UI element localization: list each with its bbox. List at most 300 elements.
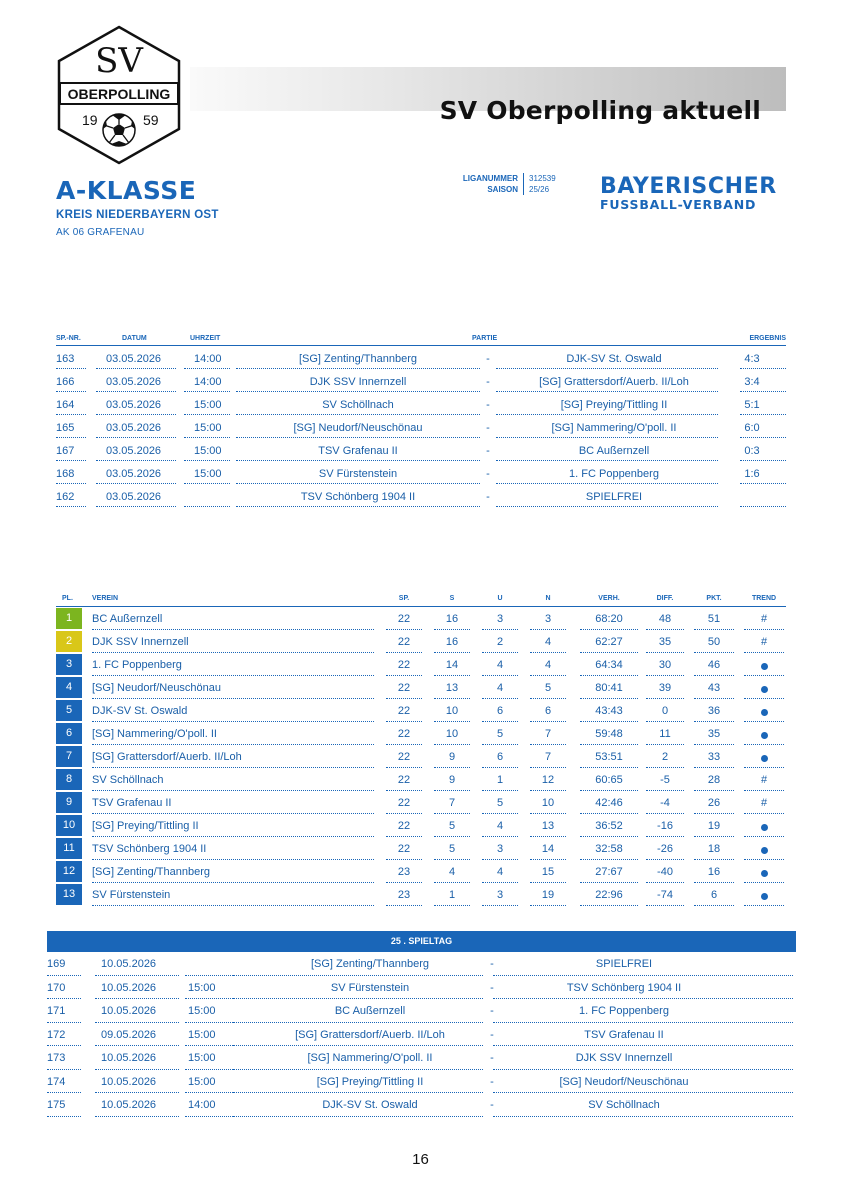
- points: 26: [707, 797, 721, 809]
- games-played: 22: [397, 751, 411, 763]
- liga-value: 312539: [523, 173, 556, 184]
- match-date: 03.05.2026: [106, 445, 162, 457]
- goal-diff: 35: [658, 636, 672, 648]
- goal-diff: 2: [661, 751, 669, 763]
- fixture-row: [47, 1023, 796, 1047]
- trend-dot-icon-shape: [761, 663, 768, 670]
- match-number: 165: [56, 422, 75, 434]
- draws: 3: [496, 843, 504, 855]
- team-name: SV Schöllnach: [92, 774, 164, 786]
- matchday-title: 25 . SPIELTAG: [47, 931, 796, 952]
- page-title: SV Oberpolling aktuell: [439, 96, 761, 125]
- position-badge: 2: [56, 631, 82, 652]
- row-rule: [92, 905, 374, 906]
- match-separator: -: [486, 353, 490, 365]
- match-number: 169: [47, 958, 66, 970]
- standings-row: [56, 791, 786, 814]
- team-name: [SG] Grattersdorf/Auerb. II/Loh: [92, 751, 242, 763]
- goal-diff: -4: [660, 797, 670, 809]
- home-team: TSV Schönberg 1904 II: [300, 491, 416, 503]
- team-name: BC Außernzell: [92, 613, 163, 625]
- fixture-row: [47, 952, 796, 976]
- away-team: DJK SSV Innernzell: [575, 1052, 673, 1064]
- points: 19: [707, 820, 721, 832]
- position-badge: 12: [56, 861, 82, 882]
- away-team: SPIELFREI: [585, 491, 643, 503]
- points: 6: [710, 889, 718, 901]
- games-played: 22: [397, 728, 411, 740]
- draws: 3: [496, 613, 504, 625]
- header-u: U: [497, 595, 503, 602]
- trend-dot-icon: [744, 753, 784, 765]
- goal-diff: -40: [657, 866, 673, 878]
- home-team: [SG] Nammering/O'poll. II: [307, 1052, 433, 1064]
- header-nr: SP.-NR.: [56, 335, 81, 342]
- goal-ratio: 53:51: [595, 751, 623, 763]
- match-number: 171: [47, 1005, 66, 1017]
- goal-ratio: 62:27: [595, 636, 623, 648]
- trend-dot-icon: [744, 868, 784, 880]
- away-team: DJK-SV St. Oswald: [566, 353, 662, 365]
- standings-row: [56, 768, 786, 791]
- match-date: 03.05.2026: [106, 353, 162, 365]
- team-name: SV Fürstenstein: [92, 889, 171, 901]
- wins: 14: [445, 659, 459, 671]
- row-rule: [236, 506, 480, 507]
- wins: 10: [445, 705, 459, 717]
- team-name: DJK-SV St. Oswald: [92, 705, 188, 717]
- draws: 4: [496, 820, 504, 832]
- match-separator: -: [490, 1028, 494, 1041]
- header-diff: DIFF.: [656, 595, 674, 602]
- goal-diff: 0: [661, 705, 669, 717]
- results-row: [56, 392, 786, 415]
- goal-diff: 48: [658, 613, 672, 625]
- match-date: 03.05.2026: [106, 376, 162, 388]
- match-time: 15:00: [194, 399, 222, 411]
- goal-diff: -26: [657, 843, 673, 855]
- header-team: VEREIN: [92, 595, 119, 602]
- losses: 5: [544, 682, 552, 694]
- match-separator: -: [486, 468, 490, 480]
- fixture-row: [47, 1046, 796, 1070]
- draws: 5: [496, 728, 504, 740]
- header-pts: PKT.: [706, 595, 722, 602]
- trend-dot-icon-shape: [761, 870, 768, 877]
- match-separator: -: [490, 1075, 494, 1088]
- results-row: [56, 484, 786, 507]
- away-team: SV Schöllnach: [588, 1099, 660, 1111]
- wins: 5: [448, 820, 456, 832]
- losses: 4: [544, 659, 552, 671]
- trend-dot-icon-shape: [761, 824, 768, 831]
- header-sp: SP.: [398, 595, 410, 602]
- goal-ratio: 64:34: [595, 659, 623, 671]
- row-rule: [184, 506, 230, 507]
- position-badge: 1: [56, 608, 82, 629]
- row-rule: [185, 1116, 233, 1117]
- match-number: 168: [56, 468, 75, 480]
- match-separator: -: [486, 399, 490, 411]
- wins: 7: [448, 797, 456, 809]
- trend-dot-icon-shape: [761, 686, 768, 693]
- position-badge: 11: [56, 838, 82, 859]
- goal-ratio: 80:41: [595, 682, 623, 694]
- position-badge: 5: [56, 700, 82, 721]
- club-logo: [57, 25, 181, 165]
- wins: 9: [448, 774, 456, 786]
- bfv-line1: BAYERISCHER: [600, 174, 777, 199]
- away-team: [SG] Grattersdorf/Auerb. II/Loh: [539, 376, 689, 388]
- standings-row: [56, 860, 786, 883]
- saison-value: 25/26: [523, 184, 549, 195]
- match-separator: -: [490, 1099, 494, 1111]
- away-team: [SG] Nammering/O'poll. II: [551, 422, 677, 434]
- bfv-logo: [600, 176, 777, 212]
- match-date: 10.05.2026: [101, 1005, 157, 1017]
- results-row: [56, 369, 786, 392]
- position-badge: 13: [56, 884, 82, 905]
- match-number: 173: [47, 1052, 66, 1064]
- results-row: [56, 438, 786, 461]
- match-number: 175: [47, 1099, 66, 1111]
- row-rule: [434, 905, 470, 906]
- row-rule: [740, 506, 786, 507]
- goal-diff: -74: [657, 889, 673, 901]
- row-rule: [47, 1116, 81, 1117]
- points: 33: [707, 751, 721, 763]
- trend-dot-icon: [744, 707, 784, 719]
- position-badge: 3: [56, 654, 82, 675]
- home-team: [SG] Zenting/Thannberg: [298, 353, 417, 365]
- goal-diff: 11: [659, 728, 671, 740]
- home-team: BC Außernzell: [334, 1005, 406, 1017]
- draws: 6: [496, 751, 504, 763]
- away-team: SPIELFREI: [595, 958, 653, 970]
- goal-ratio: 32:58: [595, 843, 623, 855]
- trend-dot-icon-shape: [761, 755, 768, 762]
- away-team: BC Außernzell: [578, 445, 650, 457]
- home-team: SV Fürstenstein: [330, 981, 410, 994]
- match-result: 4:3: [744, 353, 760, 365]
- goal-ratio: 42:46: [595, 797, 623, 809]
- home-team: [SG] Zenting/Thannberg: [310, 958, 429, 970]
- soccer-ball-icon: [103, 114, 135, 146]
- position-badge: 9: [56, 792, 82, 813]
- goal-ratio: 36:52: [595, 820, 623, 832]
- match-date: 03.05.2026: [106, 468, 162, 480]
- standings-row: [56, 676, 786, 699]
- logo-name-text: OBERPOLLING: [67, 86, 171, 102]
- match-time: 14:00: [188, 1099, 216, 1111]
- league-meta: [452, 173, 556, 195]
- goal-ratio: 68:20: [595, 613, 623, 625]
- points: 46: [707, 659, 721, 671]
- match-number: 164: [56, 399, 75, 411]
- match-date: 10.05.2026: [101, 1052, 157, 1064]
- header-time: UHRZEIT: [190, 335, 221, 342]
- home-team: [SG] Neudorf/Neuschönau: [293, 422, 423, 434]
- trend-dot-icon: [744, 822, 784, 834]
- position-badge: 10: [56, 815, 82, 836]
- match-separator: -: [490, 1005, 494, 1017]
- standings-row: [56, 630, 786, 653]
- fixture-row: [47, 1070, 796, 1094]
- trend-dot-icon-shape: [761, 847, 768, 854]
- saison-label: SAISON: [487, 185, 518, 194]
- goal-ratio: 22:96: [595, 889, 623, 901]
- header-s: S: [449, 595, 455, 602]
- league-title: A-KLASSE: [56, 176, 197, 205]
- games-played: 23: [397, 866, 411, 878]
- trend-dot-icon-shape: [761, 709, 768, 716]
- losses: 10: [541, 797, 555, 809]
- match-time: 15:00: [194, 445, 222, 457]
- position-badge: 6: [56, 723, 82, 744]
- row-rule: [233, 1116, 483, 1117]
- losses: 19: [541, 889, 555, 901]
- row-rule: [580, 905, 638, 906]
- standings-header: [56, 593, 786, 607]
- away-team: 1. FC Poppenberg: [569, 468, 659, 480]
- wins: 5: [448, 843, 456, 855]
- page-number: 16: [412, 1151, 429, 1168]
- games-played: 22: [397, 613, 411, 625]
- losses: 7: [544, 751, 552, 763]
- draws: 1: [496, 774, 504, 786]
- team-name: [SG] Preying/Tittling II: [92, 820, 199, 832]
- away-team: TSV Grafenau II: [584, 1028, 664, 1041]
- games-played: 22: [397, 843, 411, 855]
- goal-ratio: 59:48: [595, 728, 623, 740]
- games-played: 22: [397, 797, 411, 809]
- match-separator: -: [490, 1052, 494, 1064]
- standings-row: [56, 653, 786, 676]
- points: 16: [707, 866, 721, 878]
- losses: 12: [541, 774, 555, 786]
- logo-year-right: 59: [143, 112, 159, 128]
- header-pl: PL.: [62, 595, 73, 602]
- row-rule: [96, 506, 176, 507]
- match-date: 03.05.2026: [106, 422, 162, 434]
- match-number: 163: [56, 353, 75, 365]
- row-rule: [496, 506, 718, 507]
- header-n: N: [545, 595, 551, 602]
- row-rule: [694, 905, 734, 906]
- match-result: 1:6: [744, 468, 760, 480]
- team-name: DJK SSV Innernzell: [92, 636, 189, 648]
- standings-row: [56, 722, 786, 745]
- bfv-line2: FUSSBALL-VERBAND: [600, 197, 757, 212]
- points: 43: [707, 682, 721, 694]
- match-number: 172: [47, 1028, 66, 1041]
- games-played: 23: [397, 889, 411, 901]
- wins: 4: [448, 866, 456, 878]
- games-played: 22: [397, 774, 411, 786]
- losses: 13: [541, 820, 555, 832]
- trend-dot-icon: [744, 661, 784, 673]
- results-table: [56, 333, 786, 507]
- league-district: KREIS NIEDERBAYERN OST: [56, 209, 219, 221]
- games-played: 22: [397, 820, 411, 832]
- team-name: [SG] Nammering/O'poll. II: [92, 728, 217, 740]
- losses: 14: [541, 843, 555, 855]
- home-team: TSV Grafenau II: [318, 445, 398, 457]
- games-played: 22: [397, 659, 411, 671]
- league-circle: AK 06 GRAFENAU: [56, 227, 145, 238]
- row-rule: [744, 905, 784, 906]
- trend-dot-icon: [744, 684, 784, 696]
- trend-dot-icon: [744, 845, 784, 857]
- draws: 4: [496, 866, 504, 878]
- match-date: 10.05.2026: [101, 958, 157, 970]
- games-played: 22: [397, 636, 411, 648]
- match-number: 167: [56, 445, 75, 457]
- trend-hash-icon: #: [760, 797, 768, 809]
- match-time: 15:00: [194, 468, 222, 480]
- away-team: [SG] Preying/Tittling II: [560, 399, 668, 411]
- match-time: 15:00: [188, 1075, 216, 1088]
- row-rule: [386, 905, 422, 906]
- match-time: 15:00: [188, 1052, 216, 1064]
- standings-row: [56, 607, 786, 630]
- losses: 7: [544, 728, 552, 740]
- losses: 6: [544, 705, 552, 717]
- trend-dot-icon-shape: [761, 893, 768, 900]
- wins: 13: [445, 682, 459, 694]
- wins: 16: [445, 636, 459, 648]
- header-date: DATUM: [122, 335, 147, 342]
- results-row: [56, 461, 786, 484]
- match-date: 10.05.2026: [101, 1075, 157, 1088]
- standings-row: [56, 837, 786, 860]
- logo-year-left: 19: [82, 112, 98, 128]
- header-match: PARTIE: [472, 335, 498, 342]
- row-rule: [56, 506, 86, 507]
- standings-row: [56, 814, 786, 837]
- row-rule: [646, 905, 684, 906]
- points: 51: [707, 613, 721, 625]
- draws: 2: [496, 636, 504, 648]
- header-result: ERGEBNIS: [749, 335, 786, 342]
- losses: 3: [544, 613, 552, 625]
- away-team: [SG] Neudorf/Neuschönau: [559, 1075, 689, 1088]
- standings-row: [56, 883, 786, 906]
- fixture-row: [47, 976, 796, 1000]
- wins: 10: [445, 728, 459, 740]
- results-header: [56, 333, 786, 346]
- match-number: 166: [56, 376, 75, 388]
- matchday-table: [47, 952, 796, 1117]
- match-result: 0:3: [744, 445, 760, 457]
- draws: 3: [496, 889, 504, 901]
- team-name: TSV Grafenau II: [92, 797, 172, 809]
- home-team: SV Fürstenstein: [318, 468, 398, 480]
- home-team: SV Schöllnach: [322, 399, 394, 411]
- draws: 4: [496, 682, 504, 694]
- games-played: 22: [397, 682, 411, 694]
- trend-hash-icon: #: [760, 636, 768, 648]
- header-trend: TREND: [751, 595, 777, 602]
- goal-ratio: 60:65: [595, 774, 623, 786]
- match-time: 15:00: [188, 1028, 216, 1041]
- position-badge: 4: [56, 677, 82, 698]
- header-goals: VERH.: [598, 595, 620, 602]
- match-time: 14:00: [194, 376, 222, 388]
- draws: 6: [496, 705, 504, 717]
- row-rule: [493, 1116, 793, 1117]
- match-result: 3:4: [744, 376, 760, 388]
- match-time: 15:00: [194, 422, 222, 434]
- position-badge: 7: [56, 746, 82, 767]
- losses: 4: [544, 636, 552, 648]
- match-number: 174: [47, 1075, 66, 1088]
- match-time: 14:00: [194, 353, 222, 365]
- match-number: 170: [47, 981, 66, 994]
- trend-hash-icon: #: [760, 613, 768, 625]
- goal-diff: -16: [657, 820, 673, 832]
- results-row: [56, 346, 786, 369]
- points: 18: [707, 843, 721, 855]
- match-date: 10.05.2026: [101, 981, 157, 994]
- away-team: 1. FC Poppenberg: [579, 1005, 669, 1017]
- match-separator: -: [490, 981, 494, 994]
- match-date: 03.05.2026: [106, 491, 162, 503]
- trend-dot-icon-shape: [761, 732, 768, 739]
- standings-row: [56, 745, 786, 768]
- fixture-row: [47, 999, 796, 1023]
- points: 35: [707, 728, 721, 740]
- home-team: [SG] Preying/Tittling II: [316, 1075, 424, 1088]
- trend-dot-icon: [744, 891, 784, 903]
- goal-diff: -5: [660, 774, 670, 786]
- team-name: [SG] Neudorf/Neuschönau: [92, 682, 222, 694]
- goal-diff: 30: [658, 659, 672, 671]
- goal-diff: 39: [658, 682, 672, 694]
- results-row: [56, 415, 786, 438]
- logo-top-text: SV: [95, 41, 143, 81]
- goal-ratio: 43:43: [595, 705, 623, 717]
- match-separator: -: [486, 491, 490, 503]
- home-team: [SG] Grattersdorf/Auerb. II/Loh: [295, 1028, 445, 1041]
- team-name: [SG] Zenting/Thannberg: [92, 866, 211, 878]
- points: 28: [707, 774, 721, 786]
- row-rule: [482, 905, 518, 906]
- match-separator: -: [486, 422, 490, 434]
- draws: 5: [496, 797, 504, 809]
- position-badge: 8: [56, 769, 82, 790]
- losses: 15: [541, 866, 555, 878]
- team-name: 1. FC Poppenberg: [92, 659, 182, 671]
- match-separator: -: [486, 445, 490, 457]
- home-team: DJK-SV St. Oswald: [322, 1099, 418, 1111]
- wins: 9: [448, 751, 456, 763]
- goal-ratio: 27:67: [595, 866, 623, 878]
- wins: 16: [445, 613, 459, 625]
- match-time: 15:00: [188, 1005, 216, 1017]
- fixture-row: [47, 1093, 796, 1117]
- match-number: 162: [56, 491, 75, 503]
- points: 36: [707, 705, 721, 717]
- liga-label: LIGANUMMER: [462, 174, 518, 183]
- games-played: 22: [397, 705, 411, 717]
- match-result: 6:0: [744, 422, 760, 434]
- row-rule: [95, 1116, 179, 1117]
- away-team: TSV Schönberg 1904 II: [566, 981, 682, 994]
- match-time: 15:00: [188, 981, 216, 994]
- standings-row: [56, 699, 786, 722]
- match-separator: -: [486, 376, 490, 388]
